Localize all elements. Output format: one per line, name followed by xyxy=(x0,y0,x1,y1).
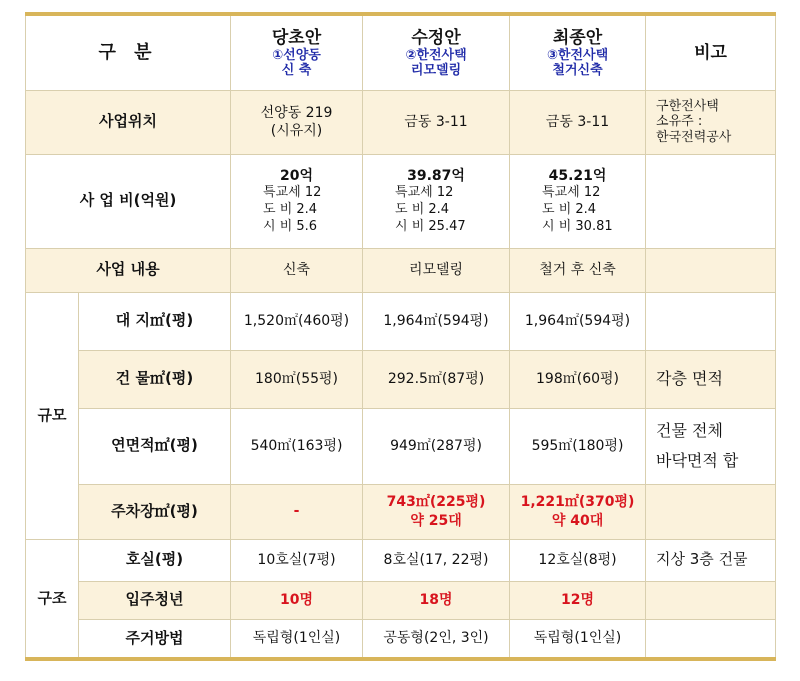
cost-line: 특교세 12 xyxy=(542,184,601,200)
cell-value: 독립형(1인실) xyxy=(510,619,646,659)
cell-value: 10호실(7평) xyxy=(231,539,363,581)
remark-cell: 각층 면적 xyxy=(646,350,776,408)
cost-line: 시 비 5.6 xyxy=(263,218,318,234)
row-label: 사업 내용 xyxy=(26,248,231,292)
header-label-cell xyxy=(26,14,231,90)
row-label: 연면적㎡(평) xyxy=(79,408,231,484)
cell-value: 292.5㎡(87평) xyxy=(363,350,510,408)
remark-cell xyxy=(646,484,776,539)
cost-row xyxy=(26,154,776,248)
cost-line: 도 비 2.4 xyxy=(395,201,450,217)
plan-name: 수정안 xyxy=(411,27,461,48)
cost-total: 39.87억 xyxy=(407,167,465,184)
cell-value: 독립형(1인실) xyxy=(231,619,363,659)
cell-value: - xyxy=(231,484,363,539)
remark-cell xyxy=(646,154,776,248)
cell-value: 1,221㎡(370평) 약 40대 xyxy=(510,484,646,539)
scale-row-building xyxy=(26,350,776,408)
header-row xyxy=(26,14,776,90)
cell-value: 1,520㎡(460평) xyxy=(231,292,363,350)
plan-sub: ①선양동 신 축 xyxy=(272,47,321,78)
cell-value: 180㎡(55평) xyxy=(231,350,363,408)
plan-name: 당초안 xyxy=(271,27,322,48)
row-label: 건 물㎡(평) xyxy=(79,350,231,408)
cell-value: 10명 xyxy=(231,581,363,619)
cell-value: 540㎡(163평) xyxy=(231,408,363,484)
cell-value: 743㎡(225평) 약 25대 xyxy=(363,484,510,539)
row-label: 주차장㎡(평) xyxy=(79,484,231,539)
cell-value: 공동형(2인, 3인) xyxy=(363,619,510,659)
remark-cell: 지상 3층 건물 xyxy=(646,539,776,581)
structure-row-rooms xyxy=(26,539,776,581)
header-remark-cell xyxy=(646,14,776,90)
cell-value: 18명 xyxy=(363,581,510,619)
cell-value: 8호실(17, 22평) xyxy=(363,539,510,581)
group-label-structure: 구조 xyxy=(26,539,79,659)
plan-sub: ③한전사택 철거신축 xyxy=(546,47,609,78)
cell-value: 금동 3-11 xyxy=(510,90,646,154)
cost-line: 시 비 30.81 xyxy=(542,218,613,234)
remark-cell xyxy=(646,248,776,292)
cell-value: 선양동 219 (시유지) xyxy=(231,90,363,154)
header-label: 구 분 xyxy=(98,42,158,64)
remark-cell xyxy=(646,581,776,619)
scale-row-land xyxy=(26,292,776,350)
cell-value: 12호실(8평) xyxy=(510,539,646,581)
comparison-table-wrapper xyxy=(25,12,775,661)
cell-value: 198㎡(60평) xyxy=(510,350,646,408)
header-plan-3 xyxy=(510,14,646,90)
row-label: 사업위치 xyxy=(26,90,231,154)
cell-value: 12명 xyxy=(510,581,646,619)
row-label: 입주청년 xyxy=(79,581,231,619)
row-label: 주거방법 xyxy=(79,619,231,659)
remark-cell xyxy=(646,619,776,659)
row-label: 호실(평) xyxy=(79,539,231,581)
cell-value: 금동 3-11 xyxy=(363,90,510,154)
scale-row-floor-area xyxy=(26,408,776,484)
content-row xyxy=(26,248,776,292)
comparison-table xyxy=(25,12,776,661)
plan-sub: ②한전사택 리모델링 xyxy=(405,47,467,78)
remark-cell: 건물 전체 바닥면적 합 xyxy=(646,408,776,484)
cost-line: 시 비 25.47 xyxy=(395,218,466,234)
cost-line: 도 비 2.4 xyxy=(542,201,597,217)
structure-row-housing-type xyxy=(26,619,776,659)
cell-value: 리모델링 xyxy=(363,248,510,292)
cell-value: 신축 xyxy=(231,248,363,292)
group-label-scale: 규모 xyxy=(26,292,79,539)
cell-value: 595㎡(180평) xyxy=(510,408,646,484)
cost-line: 특교세 12 xyxy=(395,184,454,200)
header-remark: 비고 xyxy=(694,42,727,63)
cost-cell xyxy=(231,154,363,248)
plan-name: 최종안 xyxy=(552,27,603,48)
cost-line: 특교세 12 xyxy=(263,184,322,200)
cost-line: 도 비 2.4 xyxy=(263,201,318,217)
remark-cell xyxy=(646,292,776,350)
row-label: 대 지㎡(평) xyxy=(79,292,231,350)
cell-value: 949㎡(287평) xyxy=(363,408,510,484)
cost-cell xyxy=(363,154,510,248)
cell-value: 1,964㎡(594평) xyxy=(510,292,646,350)
cell-value: 철거 후 신축 xyxy=(510,248,646,292)
row-label: 사 업 비(억원) xyxy=(26,154,231,248)
cost-total: 20억 xyxy=(280,167,314,184)
header-plan-1 xyxy=(231,14,363,90)
cost-total: 45.21억 xyxy=(548,167,607,184)
cost-cell xyxy=(510,154,646,248)
header-plan-2 xyxy=(363,14,510,90)
location-row xyxy=(26,90,776,154)
structure-row-residents xyxy=(26,581,776,619)
scale-row-parking xyxy=(26,484,776,539)
remark-cell: 구한전사택 소유주 : 한국전력공사 xyxy=(646,90,776,154)
cell-value: 1,964㎡(594평) xyxy=(363,292,510,350)
